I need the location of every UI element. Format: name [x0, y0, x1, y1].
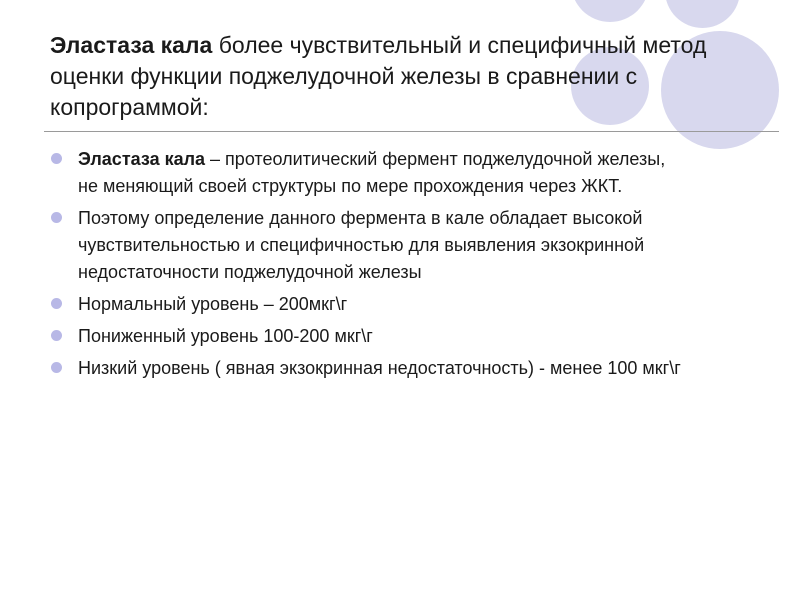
bullet-list	[50, 146, 690, 387]
bullet-bold: Эластаза кала	[78, 149, 206, 169]
bullet-item	[50, 205, 690, 286]
bullet-text: Пониженный уровень 100-200 мкг\г	[78, 326, 373, 346]
decor-circle	[571, 0, 649, 22]
bullet-text: Низкий уровень ( явная экзокринная недостаточность) - менее 100 мкг\г	[78, 358, 681, 378]
bullet-item	[50, 291, 690, 318]
bullet-dot-icon	[51, 298, 62, 309]
bullet-item	[50, 146, 690, 200]
title-divider	[44, 131, 779, 132]
decor-circle	[665, 0, 740, 28]
bullet-item	[50, 323, 690, 350]
title-rest: более чувствительный и специфичный метод оценки функции поджелудочной железы в сравнении с копрограммой:	[50, 32, 707, 120]
bullet-dot-icon	[51, 212, 62, 223]
bullet-dot-icon	[51, 330, 62, 341]
title-bold: Эластаза кала	[50, 32, 213, 58]
bullet-dot-icon	[51, 153, 62, 164]
bullet-text: Нормальный уровень – 200мкг\г	[78, 294, 348, 314]
slide-title	[50, 30, 750, 123]
bullet-item	[50, 355, 690, 382]
bullet-text: Поэтому определение данного фермента в кале обладает высокой чувствительностью и специфичностью для выявления экзокринной недостаточности поджелудочной железы	[78, 208, 645, 282]
bullet-dot-icon	[51, 362, 62, 373]
bullet-text: – протеолитический фермент поджелудочной железы, не меняющий своей структуры по мере прохождения через ЖКТ.	[78, 149, 666, 196]
